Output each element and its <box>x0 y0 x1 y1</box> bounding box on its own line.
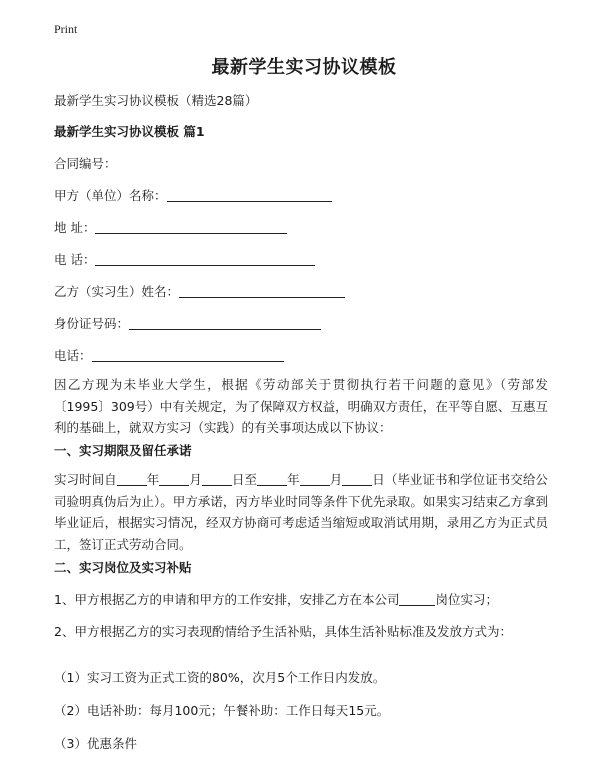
party-a-label: 甲方（单位）名称： <box>54 188 167 203</box>
party-b-blank <box>179 284 345 298</box>
party-b-label: 乙方（实习生）姓名： <box>54 284 180 299</box>
phone-label: 电 话： <box>54 252 96 267</box>
phone2-field <box>54 348 284 364</box>
item-2: 2、甲方根据乙方的实习表现酌情给予生活补贴，具体生活补贴标准及发放方式为： <box>54 624 512 639</box>
phone2-label: 电话： <box>54 348 92 363</box>
position-blank <box>399 592 435 606</box>
item-1 <box>54 592 498 608</box>
address-label: 地 址： <box>54 220 96 235</box>
party-b-field <box>54 284 345 300</box>
period-terms: 日（毕业证书和学位证书交给公司验明真伪后为止）。甲方承诺，丙方毕业时同等条件下优先录取。如果实习结束乙方拿到毕业证后，根据实习情况，经双方协商可考虑适当缩短或取消试用期，录用乙方为正式员工，签订正式劳动合同。 <box>54 472 548 552</box>
month-label-2: 月 <box>329 472 343 487</box>
sub-item-3: （3）优惠条件 <box>54 736 137 751</box>
intro-paragraph: 因乙方现为未毕业大学生，根据《劳动部关于贯彻执行若干问题的意见》（劳部发〔1995〕309号）中有关规定，为了保障双方权益，明确双方责任，在平等自愿、互惠互利的基础上，就双方实习（实践）的有关事项达成以下协议： <box>54 377 548 435</box>
period-paragraph <box>54 469 548 555</box>
party-a-blank <box>167 188 332 202</box>
id-number-label: 身份证号码： <box>54 316 130 331</box>
contract-number-label: 合同编号： <box>54 156 117 171</box>
sub-item-2: （2）电话补助：每月100元；午餐补助：工作日每天15元。 <box>54 703 390 718</box>
sub-item-1: （1）实习工资为正式工资的80%，次月5个工作日内发放。 <box>54 670 386 685</box>
heading-position: 二、实习岗位及实习补贴 <box>54 560 192 575</box>
start-month-blank <box>159 473 189 486</box>
subtitle: 最新学生实习协议模板（精选28篇） <box>54 93 258 108</box>
address-blank <box>95 220 287 234</box>
document-title: 最新学生实习协议模板 <box>211 57 397 78</box>
party-a-field <box>54 188 332 204</box>
period-start-label: 实习时间自 <box>54 472 117 487</box>
year-label: 年 <box>146 472 160 487</box>
phone-blank <box>95 252 315 266</box>
day-to-label: 日至 <box>231 472 258 487</box>
address-field <box>54 220 287 236</box>
id-number-blank <box>129 316 321 330</box>
start-year-blank <box>117 473 147 486</box>
section-title: 最新学生实习协议模板 篇1 <box>54 124 205 139</box>
end-month-blank <box>300 473 330 486</box>
month-label: 月 <box>189 472 202 487</box>
item-1-text: 1、甲方根据乙方的申请和甲方的工作安排，安排乙方在本公司 <box>54 592 400 607</box>
end-year-blank <box>257 473 287 486</box>
end-day-blank <box>342 473 372 486</box>
phone-field <box>54 252 315 268</box>
id-number-field <box>54 316 321 332</box>
phone2-blank <box>92 348 284 362</box>
start-day-blank <box>202 473 232 486</box>
heading-period: 一、实习期限及留任承诺 <box>54 443 192 458</box>
year-label-2: 年 <box>287 472 300 487</box>
item-1-end: 岗位实习； <box>435 592 498 607</box>
print-link[interactable]: Print <box>54 22 78 36</box>
